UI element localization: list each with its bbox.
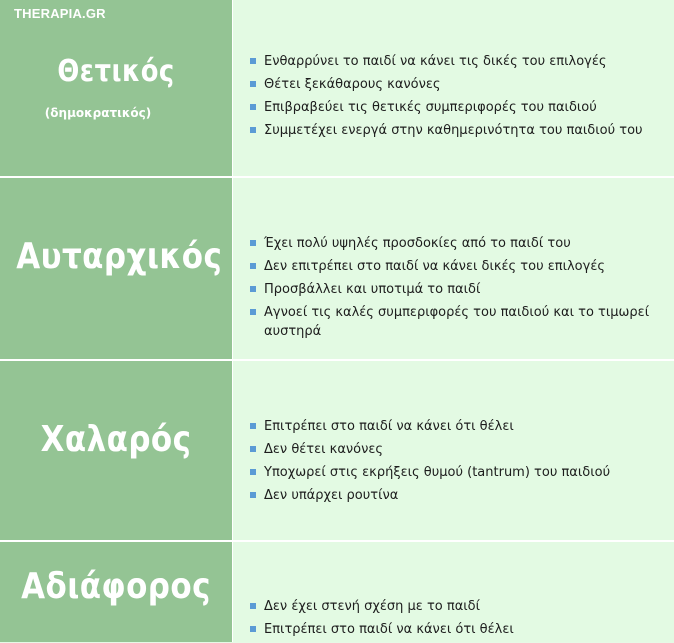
- square-bullet-icon: [250, 446, 256, 452]
- style-subtitle: (δημοκρατικός): [44, 106, 152, 120]
- style-title: Χαλαρός: [40, 419, 192, 460]
- list-item: Δεν έχει στενή σχέση με το παιδί: [250, 597, 668, 616]
- list-item: Επιβραβεύει τις θετικές συμπεριφορές του παιδιού: [250, 98, 668, 117]
- list-item: Θέτει ξεκάθαρους κανόνες: [250, 75, 668, 94]
- square-bullet-icon: [250, 81, 256, 87]
- square-bullet-icon: [250, 469, 256, 475]
- list-item: Δεν υπάρχει ρουτίνα: [250, 486, 668, 505]
- style-description-panel: [232, 361, 674, 540]
- list-item: Ενθαρρύνει το παιδί να κάνει τις δικές του επιλογές: [250, 52, 668, 71]
- style-row-neglectful: [0, 540, 674, 642]
- square-bullet-icon: [250, 58, 256, 64]
- list-item: Έχει πολύ υψηλές προσδοκίες από το παιδί του: [250, 234, 668, 253]
- style-row-permissive: [0, 359, 674, 540]
- style-description-panel: [232, 542, 674, 642]
- style-label-panel: [0, 361, 232, 540]
- style-description-panel: [232, 178, 674, 359]
- list-item: Επιτρέπει στο παιδί να κάνει ότι θέλει: [250, 620, 668, 639]
- square-bullet-icon: [250, 603, 256, 609]
- square-bullet-icon: [250, 286, 256, 292]
- trait-list: [250, 234, 668, 345]
- style-title: Αυταρχικός: [16, 236, 223, 277]
- square-bullet-icon: [250, 492, 256, 498]
- list-item: Προσβάλλει και υποτιμά το παιδί: [250, 280, 668, 299]
- watermark-logo: THERAPIA.GR: [14, 6, 106, 21]
- list-item: Δεν θέτει κανόνες: [250, 440, 668, 459]
- trait-list: [250, 417, 668, 509]
- style-description-panel: [232, 0, 674, 176]
- square-bullet-icon: [250, 104, 256, 110]
- list-item: Επιτρέπει στο παιδί να κάνει ότι θέλει: [250, 417, 668, 436]
- style-label-panel: [0, 542, 232, 642]
- style-label-panel: [0, 178, 232, 359]
- trait-list: [250, 52, 668, 144]
- square-bullet-icon: [250, 263, 256, 269]
- style-row-positive: [0, 0, 674, 176]
- style-title: Αδιάφορος: [21, 566, 211, 607]
- square-bullet-icon: [250, 240, 256, 246]
- style-row-authoritarian: [0, 176, 674, 359]
- list-item: Αγνοεί τις καλές συμπεριφορές του παιδιού και το τιμωρεί αυστηρά: [250, 303, 668, 341]
- square-bullet-icon: [250, 423, 256, 429]
- style-title: Θετικός: [57, 54, 175, 89]
- square-bullet-icon: [250, 309, 256, 315]
- list-item: Υποχωρεί στις εκρήξεις θυμού (tantrum) του παιδιού: [250, 463, 668, 482]
- style-label-panel: [0, 0, 232, 176]
- list-item: Συμμετέχει ενεργά στην καθημερινότητα του παιδιού του: [250, 121, 668, 140]
- square-bullet-icon: [250, 127, 256, 133]
- trait-list: [250, 597, 668, 643]
- square-bullet-icon: [250, 626, 256, 632]
- list-item: Δεν επιτρέπει στο παιδί να κάνει δικές του επιλογές: [250, 257, 668, 276]
